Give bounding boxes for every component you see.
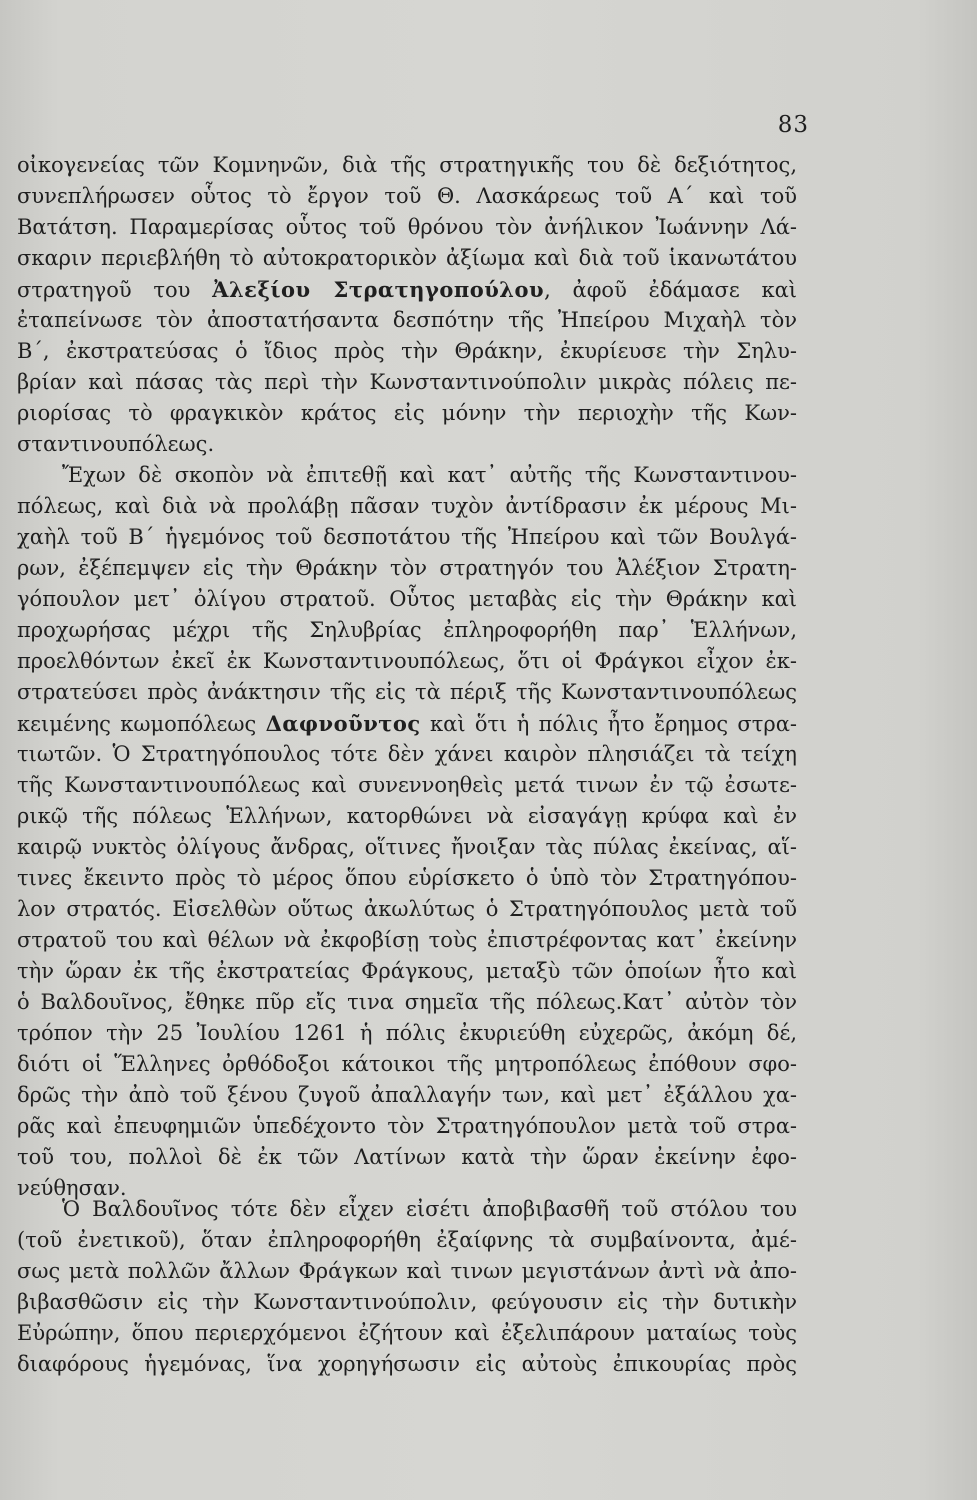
- text-line: σως μετὰ πολλῶν ἄλλων Φράγκων καὶ τινων μεγιστάνων ἀντὶ νὰ ἀπο-: [17, 1259, 797, 1283]
- text-run: κειμένης κωμοπόλεως: [17, 712, 266, 736]
- paragraph-2: [17, 460, 797, 1204]
- text-line: Ἔχων δὲ σκοπὸν νὰ ἐπιτεθῇ καὶ κατ᾽ αὐτῆς τῆς Κωνσταντινου-: [62, 463, 797, 487]
- text-line: Ὁ Βαλδουῖνος τότε δὲν εἶχεν εἰσέτι ἀποβιβασθῆ τοῦ στόλου του: [62, 1197, 797, 1221]
- text-line: Β΄, ἐκστρατεύσας ὁ ἴδιος πρὸς τὴν Θράκην, ἐκυρίευσε τὴν Σηλυ-: [17, 339, 797, 363]
- text-line: συνεπλήρωσεν οὗτος τὸ ἔργον τοῦ Θ. Λασκάρεως τοῦ Α΄ καὶ τοῦ: [17, 184, 797, 208]
- text-line: ἐταπείνωσε τὸν ἀποστατήσαντα δεσπότην τῆς Ἠπείρου Μιχαὴλ τὸν: [17, 308, 797, 332]
- text-line: ὁ Βαλδουῖνος, ἔθηκε πῦρ εἴς τινα σημεῖα τῆς πόλεως.Κατ᾽ αὐτὸν τὸν: [17, 990, 797, 1014]
- text-line: στρατοῦ του καὶ θέλων νὰ ἐκφοβίσῃ τοὺς ἐπιστρέφοντας κατ᾽ ἐκείνην: [17, 928, 797, 952]
- text-line: [17, 274, 797, 305]
- text-line: τοῦ του, πολλοὶ δὲ ἐκ τῶν Λατίνων κατὰ τὴν ὥραν ἐκείνην ἐφο-: [17, 1145, 797, 1169]
- text-run: στρατηγοῦ του: [17, 278, 213, 302]
- text-line: γόπουλον μετ᾽ ὀλίγου στρατοῦ. Οὗτος μεταβὰς εἰς τὴν Θράκην καὶ: [17, 587, 797, 611]
- paragraph-3: [17, 1194, 797, 1380]
- text-line: ριορίσας τὸ φραγκικὸν κράτος εἰς μόνην τὴν περιοχὴν τῆς Κων-: [17, 401, 797, 425]
- paragraph-1: [17, 150, 797, 460]
- text-line: Βατάτση. Παραμερίσας οὗτος τοῦ θρόνου τὸν ἀνήλικον Ἰωάννην Λά-: [17, 215, 797, 239]
- text-line: βιβασθῶσιν εἰς τὴν Κωνσταντινούπολιν, φεύγουσιν εἰς τὴν δυτικὴν: [17, 1290, 797, 1314]
- text-line: Εὐρώπην, ὅπου περιερχόμενοι ἐζήτουν καὶ ἐξελιπάρουν ματαίως τοὺς: [17, 1321, 797, 1345]
- text-line: τινες ἔκειντο πρὸς τὸ μέρος ὅπου εὑρίσκετο ὁ ὑπὸ τὸν Στρατηγόπου-: [17, 866, 797, 890]
- text-line: στρατεύσει πρὸς ἀνάκτησιν τῆς εἰς τὰ πέριξ τῆς Κωνσταντινουπόλεως: [17, 680, 797, 704]
- bold-name-dafnountos: Δαφνοῦντος: [265, 711, 421, 736]
- text-line: βρίαν καὶ πάσας τὰς περὶ τὴν Κωνσταντινούπολιν μικρὰς πόλεις πε-: [17, 370, 797, 394]
- text-line: τῆς Κωνσταντινουπόλεως καὶ συνεννοηθεὶς μετά τινων ἐν τῷ ἐσωτε-: [17, 773, 797, 797]
- text-line: τρόπον τὴν 25 Ἰουλίου 1261 ἡ πόλις ἐκυριεύθη εὐχερῶς, ἀκόμη δέ,: [17, 1021, 797, 1045]
- text-line: δρῶς τὴν ἀπὸ τοῦ ξένου ζυγοῦ ἀπαλλαγήν των, καὶ μετ᾽ ἐξάλλου χα-: [17, 1083, 797, 1107]
- text-line: προχωρήσας μέχρι τῆς Σηλυβρίας ἐπληροφορήθη παρ᾽ Ἑλλήνων,: [17, 618, 797, 642]
- text-run: καὶ ὅτι ἡ πόλις ἦτο ἔρημος στρα-: [420, 712, 797, 736]
- page-number: 83: [777, 112, 809, 138]
- text-line: τιωτῶν. Ὁ Στρατηγόπουλος τότε δὲν χάνει καιρὸν πλησιάζει τὰ τείχη: [17, 742, 797, 766]
- text-line: πόλεως, καὶ διὰ νὰ προλάβῃ πᾶσαν τυχὸν ἀντίδρασιν ἐκ μέρους Μι-: [17, 494, 797, 518]
- text-line: προελθόντων ἐκεῖ ἐκ Κωνσταντινουπόλεως, ὅτι οἱ Φράγκοι εἶχον ἐκ-: [17, 649, 797, 673]
- text-line: διαφόρους ἡγεμόνας, ἵνα χορηγήσωσιν εἰς αὐτοὺς ἐπικουρίας πρὸς: [17, 1352, 797, 1376]
- text-line: ρᾶς καὶ ἐπευφημιῶν ὑπεδέχοντο τὸν Στρατηγόπουλον μετὰ τοῦ στρα-: [17, 1114, 797, 1138]
- text-line: σκαριν περιεβλήθη τὸ αὐτοκρατορικὸν ἀξίωμα καὶ διὰ τοῦ ἱκανωτάτου: [17, 246, 797, 270]
- text-line: [17, 708, 797, 739]
- text-line: καιρῷ νυκτὸς ὀλίγους ἄνδρας, οἵτινες ἤνοιξαν τὰς πύλας ἐκείνας, αἵ-: [17, 835, 797, 859]
- text-line: διότι οἱ Ἕλληνες ὀρθόδοξοι κάτοικοι τῆς μητροπόλεως ἐπόθουν σφο-: [17, 1052, 797, 1076]
- text-line: λον στρατός. Εἰσελθὼν οὕτως ἀκωλύτως ὁ Στρατηγόπουλος μετὰ τοῦ: [17, 897, 797, 921]
- text-line: (τοῦ ἐνετικοῦ), ὅταν ἐπληροφορήθη ἐξαίφνης τὰ συμβαίνοντα, ἀμέ-: [17, 1228, 797, 1252]
- text-line: ρικῷ τῆς πόλεως Ἑλλήνων, κατορθώνει νὰ εἰσαγάγῃ κρύφα καὶ ἐν: [17, 804, 797, 828]
- text-line: σταντινουπόλεως.: [17, 432, 215, 456]
- text-line: οἰκογενείας τῶν Κομνηνῶν, διὰ τῆς στρατηγικῆς του δὲ δεξιότητος,: [17, 153, 797, 177]
- text-line: χαὴλ τοῦ Β΄ ἡγεμόνος τοῦ δεσποτάτου τῆς Ἠπείρου καὶ τῶν Βουλγά-: [17, 525, 797, 549]
- bold-name-alexios-strategopoulos: Ἀλεξίου Στρατηγοπούλου: [212, 277, 545, 302]
- text-run: , ἀφοῦ ἐδάμασε καὶ: [544, 278, 797, 302]
- text-line: τὴν ὥραν ἐκ τῆς ἐκστρατείας Φράγκους, μεταξὺ τῶν ὁποίων ἦτο καὶ: [17, 959, 797, 983]
- text-line: ρων, ἐξέπεμψεν εἰς τὴν Θράκην τὸν στρατηγόν του Ἀλέξιον Στρατη-: [17, 556, 797, 580]
- text-line: νεύθησαν.: [17, 1176, 127, 1200]
